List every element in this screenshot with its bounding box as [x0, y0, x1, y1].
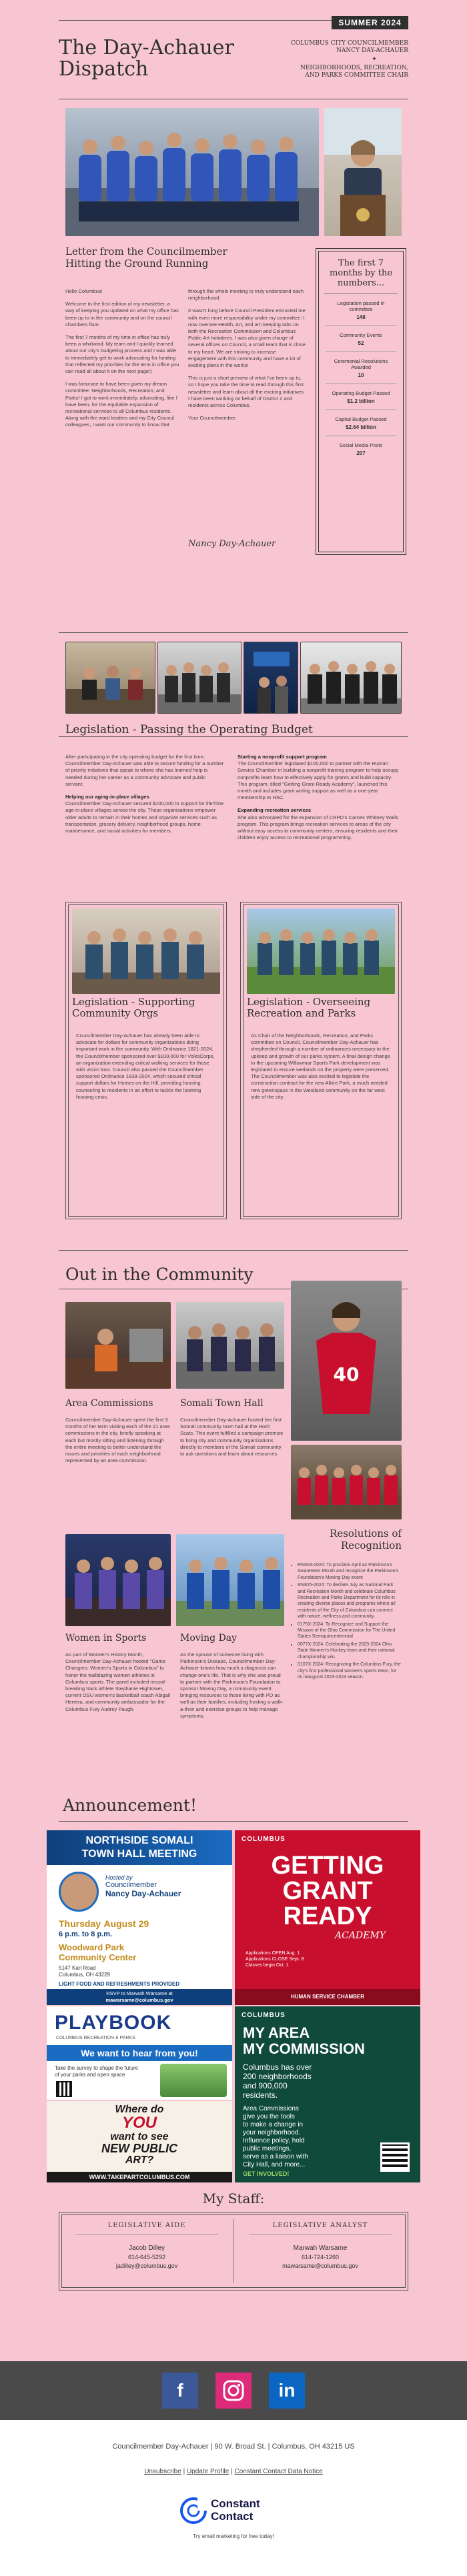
resolution-item: • 0175X-2024: To Recognize and Support the Mission of the Ohio Commission for The United States Semiquincentennial [298, 1622, 402, 1640]
staff-email[interactable]: mawarsame@columbus.gov [282, 2263, 358, 2269]
somali-townhall-text: Councilmember Day-Achauer hosted her first Somali community town hall at the Hoch Scats. This event fulfilled a campaign promise to bring city and community organizations directly to members of the Somali community to ask questions and learn about resources. [180, 1417, 284, 1457]
womens-jersey-photo [291, 1281, 402, 1441]
townhall-venue [59, 1942, 225, 1962]
stat-label: Ceremonial Resolutions Awarded [334, 358, 388, 370]
meeting-photo-illustration [66, 642, 155, 714]
title-line-1: The Day-Achauer [59, 36, 234, 59]
cc-line-1: Constant [211, 2497, 260, 2510]
commission-body-line-1: Columbus has over [243, 2062, 312, 2072]
orgs-text: Councilmember Day-Achauer has already been able to advocate for dollars for community organizations doing important work in the community. With Ordinance 1821-2024, the Councilmember sponsored over $100,000 for VolksCorps, an organization extending critical walking services for those with vision loss. Council also passed the Councilmember sponsored Ordinance 1838-2024, which secured critical support dollars for Homes on the Hill, providing housing counseling to residents in an effort to tackle the looming housing crisis. [76, 1033, 215, 1100]
stat-label: Community Events [340, 332, 382, 338]
community-heading: Out in the Community [65, 1265, 254, 1284]
signature: Nancy Day-Achauer [188, 539, 276, 549]
constant-contact-wordmark [211, 2497, 260, 2523]
public-art-flyer[interactable] [47, 2101, 232, 2182]
orgs-heading [72, 997, 223, 1019]
townhall-date [59, 1918, 225, 1938]
update-profile-link[interactable]: Update Profile [186, 2468, 229, 2475]
cc-tagline[interactable]: Try email marketing for free today! [193, 2533, 274, 2539]
staff-email[interactable]: jadilley@columbus.gov [115, 2263, 178, 2269]
group-photo-illustration [301, 642, 402, 714]
grant-ready-flyer[interactable] [235, 1830, 420, 2005]
public-art-line-3: want to see [110, 2131, 169, 2142]
staff-right [240, 2222, 401, 2269]
public-art-line-2: YOU [121, 2114, 157, 2132]
letter-para: Hello Columbus! [65, 288, 103, 294]
legislation-photo-1 [65, 642, 155, 714]
role-line-1: NEIGHBORHOODS, RECREATION, [300, 65, 408, 71]
meeting-photo-illustration [65, 1302, 171, 1389]
letter-para: The first 7 months of my time in office has truly been a whirlwind. My team and I quickly learned about our city's budgeting process and I was able to immediately get to work advocating for funding that reflected my priorities for the term in office you can read all about it on the next page!) [65, 334, 179, 375]
commission-body-2-line-1: Area Commissions [243, 2105, 299, 2112]
linkedin-icon[interactable]: in [269, 2373, 305, 2409]
newsletter-title [59, 37, 259, 80]
commission-title [243, 2025, 416, 2057]
commission-body-line-2: 200 neighborhoods [243, 2072, 312, 2081]
footer-separator: | [229, 2468, 235, 2475]
commission-cta[interactable]: GET INVOLVED! [243, 2170, 290, 2177]
resolution-item: • RN803-2024: To proclaim April as Parkinson's Awareness Month and recognize the Parkinson's Foundation's Moving Day event [298, 1562, 402, 1581]
legislation-heading: Legislation - Passing the Operating Budget [65, 723, 313, 736]
parks-photo [247, 908, 395, 994]
panel-photo-illustration [65, 1534, 171, 1626]
grant-title-line-1: GETTING [271, 1852, 384, 1880]
townhall-time: 6 p.m. to 8 p.m. [59, 1930, 113, 1938]
stat-value: $1.2 billion [347, 398, 375, 404]
footer-links [0, 2468, 467, 2475]
public-art-line-5: ART? [125, 2154, 154, 2166]
rsvp-line-2: mawarsame@columbus.gov [105, 1997, 173, 2003]
parks-text: As Chair of the Neighborhoods, Recreation, and Parks committee on Council, Councilmember Day-Achauer has shepherded through a number of ordinances necessary to the upkeep and growth of our parks system. A final design change to the upcoming Willowmar Sports Park development was legislated to ensure wetlands on the property were preserved. The Councilmember was also excited to legislate the construction contract for the new Alkire Park, a much needed new greenspace in the Westland community on the far west side of the city. [251, 1033, 390, 1100]
grant-title-line-2: GRANT [282, 1877, 373, 1905]
stat-legislation [326, 294, 396, 326]
staff-left [66, 2222, 227, 2269]
area-commission-flyer[interactable] [235, 2006, 420, 2182]
stats-inner [318, 251, 404, 552]
letter-para: I was fortunate to have been given my dream committee: Neighborhoods, Recreation, and Parks! I got to work immediately, advocating, like I have been, for the equitable expansion of recreational services to all Columbus residents. Along with the ward leaders and my City Council colleagues, I want our community to know that [65, 381, 177, 428]
host-title: Councilmember [105, 1881, 157, 1889]
venue-line-2: Community Center [59, 1952, 137, 1962]
public-art-text [47, 2104, 232, 2166]
playbook-title: PLAYBOOK [55, 2012, 172, 2034]
stat-resolutions [326, 352, 396, 384]
section-rule [59, 632, 408, 633]
somali-townhall-title: Somali Town Hall [180, 1398, 264, 1409]
resolution-item: • RN825-2024: To declare July as National Park and Recreation Month and celebrate Columbus Recreation and Parks Department for its role in creating diverse places and programs where all residents of the City of Columbus can connect with nature, wellness and community. [298, 1582, 402, 1620]
host-avatar [59, 1872, 99, 1912]
parks-heading [247, 997, 398, 1019]
townhall-flyer[interactable] [47, 1830, 232, 2005]
somali-townhall-photo [176, 1302, 284, 1389]
orgs-heading-line-2: Community Orgs [72, 1007, 159, 1019]
townhall-title [47, 1830, 232, 1865]
moving-day-title: Moving Day [180, 1633, 238, 1644]
area-commissions-photo [65, 1302, 171, 1389]
staff-heading: My Staff: [202, 2190, 265, 2206]
role-line-2: AND PARKS COMMITTEE CHAIR [305, 72, 408, 79]
letter-heading-line-1: Letter from the Councilmember [65, 245, 227, 257]
star-icon: ✦ [372, 56, 377, 63]
title-line-2: Dispatch [59, 57, 149, 81]
staff-card [59, 2212, 408, 2291]
stat-label: Legislation passed in committee [337, 300, 385, 312]
commission-body [243, 2062, 363, 2100]
legislation-subheading: Helping our aging-in-place villages [65, 794, 149, 800]
letter-para: Welcome to the first edition of my newsletter, a way of keeping you updated on what my office has been up to in the community and on the council chambers floor. [65, 301, 179, 328]
townhall-title-line-1: NORTHSIDE SOMALI [85, 1835, 193, 1846]
staff-name: Marwah Warsame [293, 2244, 348, 2252]
instagram-icon[interactable] [215, 2373, 252, 2409]
stat-capital-budget [326, 410, 396, 436]
staff-phone: 614-724-1260 [301, 2254, 340, 2261]
stat-value: 148 [356, 314, 366, 320]
constant-contact-logo[interactable] [180, 2495, 294, 2528]
rsvp-line-1: RSVP to Marwah Warsame at [106, 1990, 173, 1996]
playbook-flyer[interactable] [47, 2006, 232, 2100]
legislation-subheading: Starting a nonprofit support program [238, 754, 327, 760]
cosi-photo-illustration [244, 642, 298, 714]
masthead-info [267, 40, 408, 79]
stat-events [326, 326, 396, 352]
resolutions-title [291, 1527, 402, 1551]
commission-body-2-line-6: public meetings, [243, 2145, 292, 2152]
community-top-rule [59, 1250, 408, 1251]
staff-role: LEGISLATIVE ANALYST [249, 2222, 392, 2235]
townhall-note: LIGHT FOOD AND REFRESHMENTS PROVIDED [59, 1981, 180, 1987]
commission-body-line-3: and 900,000 [243, 2081, 288, 2090]
podium-photo-illustration [324, 108, 402, 236]
resolutions-list [291, 1562, 402, 1680]
townhall-date-value: August 29 [103, 1918, 149, 1929]
moving-day-photo [176, 1534, 284, 1626]
stat-operating-budget [326, 384, 396, 410]
resolutions-title-line-2: Recognition [340, 1539, 402, 1551]
commission-body-2-line-4: your neighborhood. [243, 2129, 301, 2136]
host-name: Nancy Day-Achauer [105, 1889, 181, 1898]
commission-body-2-line-3: to make a change in [243, 2121, 304, 2128]
parks-heading-line-2: Recreation and Parks [247, 1007, 356, 1019]
public-art-url[interactable]: WWW.TAKEPARTCOLUMBUS.COM [47, 2172, 232, 2182]
hero-photo-group [65, 108, 319, 236]
season-badge: SUMMER 2024 [332, 16, 408, 29]
stats-box [316, 248, 406, 555]
playbook-subtitle: COLUMBUS RECREATION & PARKS [56, 2036, 135, 2040]
public-art-line-4: NEW PUBLIC [101, 2142, 177, 2155]
unsubscribe-link[interactable]: Unsubscribe [144, 2468, 181, 2475]
townhall-rsvp [47, 1989, 232, 2005]
address-line-1: 5147 Karl Road [59, 1965, 96, 1971]
area-commissions-title: Area Commissions [65, 1398, 153, 1409]
legislation-para: The Councilmember legislated $100,000 to partner with the Human Service Chamber in building a nonprofit training program to help occupy nonprofits learn how to effectively apply for grants and build capacity. This program, titled "Getting Grant Ready Academy", launched this month and includes grant writing support as well as a one-year membership to HSC. [238, 760, 399, 801]
resolutions-title-line-1: Resolutions of [330, 1527, 402, 1539]
qr-code-icon[interactable] [56, 2081, 72, 2097]
stat-label: Capital Budget Passed [335, 416, 387, 422]
org-line-1: COLUMBUS CITY COUNCILMEMBER [290, 40, 408, 47]
commission-title-line-1: MY AREA [243, 2024, 310, 2041]
letter-para: through the whole meeting to truly understand each neighborhood. [188, 288, 304, 301]
grant-title [235, 1853, 420, 1929]
grant-footer: HUMAN SERVICE CHAMBER [235, 1989, 420, 2005]
group-photo-illustration [65, 108, 319, 236]
stat-value: 207 [356, 450, 366, 456]
constant-contact-icon [180, 2497, 207, 2524]
letter-para: Your Councilmember, [188, 415, 237, 422]
legislation-left [65, 754, 224, 834]
playbook-body-line-2: of your parks and open space [55, 2072, 125, 2078]
letter-heading [65, 245, 306, 269]
footer-separator: | [181, 2468, 187, 2475]
data-notice-link[interactable]: Constant Contact Data Notice [234, 2468, 323, 2475]
commission-body-2-line-2: give you the tools [243, 2113, 295, 2120]
townhall-photo-illustration [176, 1302, 284, 1389]
stats-title [324, 251, 398, 294]
footer-address: Councilmember Day-Achauer | 90 W. Broad St. | Columbus, OH 43215 US [112, 2443, 355, 2451]
venue-line-1: Woodward Park [59, 1942, 125, 1952]
resolutions-photo [291, 1445, 402, 1519]
svg-text:40: 40 [333, 1363, 360, 1385]
grant-brand: COLUMBUS [242, 1836, 286, 1843]
legislation-photo-3 [244, 642, 298, 714]
address-line-2: Columbus, OH 43229 [59, 1972, 110, 1978]
grant-details: Applications OPEN Aug. 1 Applications CLOSE Sept. 8 Classes begin Oct. 1 [246, 1951, 304, 1968]
stat-value: 10 [358, 372, 364, 378]
hosted-by: Hosted by [105, 1874, 133, 1881]
legislation-para: She also advocated for the expansion of CRPD's Carnes Whitney Walls program. This program brings recreation services to areas of the city without easy access to community centers, ensuring residents and their children enjoy access to recreational programming. [238, 814, 398, 841]
area-commissions-text: Councilmember Day-Achauer spent the first 3 months of her term visiting each of the 21 area commissions in the city, briefly speaking at each but mostly sitting and listening through the entire meeting to better understand the issues and priorities of each neighborhood represented by an area commission. [65, 1417, 170, 1464]
letter-heading-line-2: Hitting the Ground Running [65, 257, 209, 269]
women-sports-photo [65, 1534, 171, 1626]
commission-body-2-line-8: City Hall, and more... [243, 2161, 306, 2168]
group-photo-illustration [158, 642, 242, 714]
staff-phone: 614-645-5292 [127, 2254, 166, 2261]
stats-title-line-2: months by the [330, 268, 393, 278]
qr-code-icon[interactable] [380, 2142, 410, 2172]
grant-title-line-3: READY [283, 1902, 372, 1930]
group-photo-illustration [291, 1445, 402, 1519]
commission-body-line-4: residents. [243, 2090, 278, 2100]
legislation-photo-2 [157, 642, 242, 714]
legislation-right [238, 754, 402, 841]
legislation-para: After participating in the city operating budget for the first time, Councilmember Day-Achauer was able to secure funding for a number of priority initiatives that speak to where she has learned help is needed during her career as a community advocate and public servant: [65, 754, 224, 787]
staff-name: Jacob Dilley [129, 2244, 165, 2252]
parks-heading-line-1: Legislation - Overseeing [247, 996, 371, 1008]
announcements-rule [59, 1821, 408, 1822]
letter-column-2 [188, 288, 306, 422]
townhall-host [105, 1874, 225, 1898]
commission-brand: COLUMBUS [242, 2012, 286, 2019]
staff-role: LEGISLATIVE AIDE [75, 2222, 218, 2235]
walk-photo-illustration [176, 1534, 284, 1626]
women-sports-text: As part of Women's History Month, Councilmember Day-Achauer hosted "Game Changers: Women's Sports in Columbus" to honor the trailblazing women athletes in Columbus sports. The panel included record-breaking track athlete Stephanie Hightower, current OSU women's basketball coach Abigail Herrera, and community ambassador for the Columbus Fury Audrey Paugh. [65, 1652, 171, 1712]
letter-para: This is just a short preview of what I've been up to, so I hope you take the time to read through this first newsletter and learn about all the exciting initiatives I have been working on behalf of District 2 and residents across Columbus. [188, 375, 304, 409]
townhall-title-line-2: TOWN HALL MEETING [81, 1848, 197, 1860]
moving-day-text: As the spouse of someone living with Parkinson's Disease, Councilmember Day-Achauer knows how much a diagnosis can change one's life. That is why she was proud to partner with the Parkinson's Foundation to sponsor Moving Day, a community event bringing resources to those living with PD as well as their families, including hosting a walk-a-thon and exercise groups to help manage symptoms. [180, 1652, 284, 1719]
commission-body-2-line-7: serve as a liaison with [243, 2153, 308, 2160]
orgs-photo [72, 908, 220, 994]
announcements-heading: Announcement! [63, 1796, 197, 1815]
stat-label: Social Media Posts [339, 442, 383, 448]
legislation-rule [59, 736, 408, 737]
facebook-icon[interactable]: f [162, 2373, 198, 2409]
legislation-photo-4 [300, 642, 402, 714]
resolution-item: • 0077X-2024: Celebrating the 2023-2024 Ohio State Women's Hockey team and their national championship win. [298, 1642, 402, 1660]
letter-column-1 [65, 288, 180, 429]
cc-line-2: Contact [211, 2510, 254, 2523]
townhall-day: Thursday [59, 1918, 101, 1929]
playbook-body-line-1: Take the survey to shape the future [55, 2065, 138, 2071]
park-photo-illustration [247, 908, 395, 994]
stats-title-line-3: numbers... [337, 278, 385, 288]
stat-value: 52 [358, 340, 364, 346]
women-sports-title: Women in Sports [65, 1633, 147, 1644]
legislation-para: Councilmember Day-Achauer secured $100,000 in support for lifeTime age-in-place villages across the city. These organizations empower older adults to remain in their homes and organize services such as transportation, grocery delivery, neighborhood groups, home maintenance, and social activities for members. [65, 800, 224, 834]
stat-label: Operating Budget Passed [332, 390, 390, 396]
playbook-kids-photo [160, 2064, 227, 2097]
hero-photo-podium [324, 108, 402, 236]
stat-social-posts [326, 436, 396, 462]
orgs-heading-line-1: Legislation - Supporting [72, 996, 195, 1008]
letter-para: It wasn't long before Council President entrusted me with even more responsibility under my committee: I now oversee Health, Art, and am keeping tabs on both the Recreation Commission and Columbus Public Art Initiatives. I was also given charge of several offices on Council, a small team that is close to my heart. We are striving to increase engagement with this community and have a lot of exciting plans in the works! [188, 307, 306, 369]
jersey-photo-illustration [291, 1281, 402, 1441]
townhall-address [59, 1965, 225, 1978]
public-art-line-1: Where do [115, 2104, 164, 2115]
grant-subtitle: ACADEMY [335, 1930, 386, 1941]
group-photo-illustration [72, 908, 220, 994]
legislation-subheading: Expanding recreation services [238, 807, 312, 814]
playbook-body [55, 2065, 155, 2078]
commission-title-line-2: MY COMMISSION [243, 2040, 365, 2057]
playbook-tagline: We want to hear from you! [47, 2045, 232, 2061]
commission-body-2 [243, 2105, 376, 2169]
commission-body-2-line-5: Influence policy, hold [243, 2137, 305, 2144]
instagram-glyph [222, 2379, 245, 2402]
org-line-2: NANCY DAY-ACHAUER [336, 47, 408, 54]
resolution-item: • 0107X-2024: Recognizing the Columbus Fury, the city's first professional women's sports team, for its inaugural 2023-2024 season. [298, 1662, 402, 1680]
stat-value: $2.64 billion [346, 424, 376, 430]
stats-title-line-1: The first 7 [338, 258, 384, 268]
